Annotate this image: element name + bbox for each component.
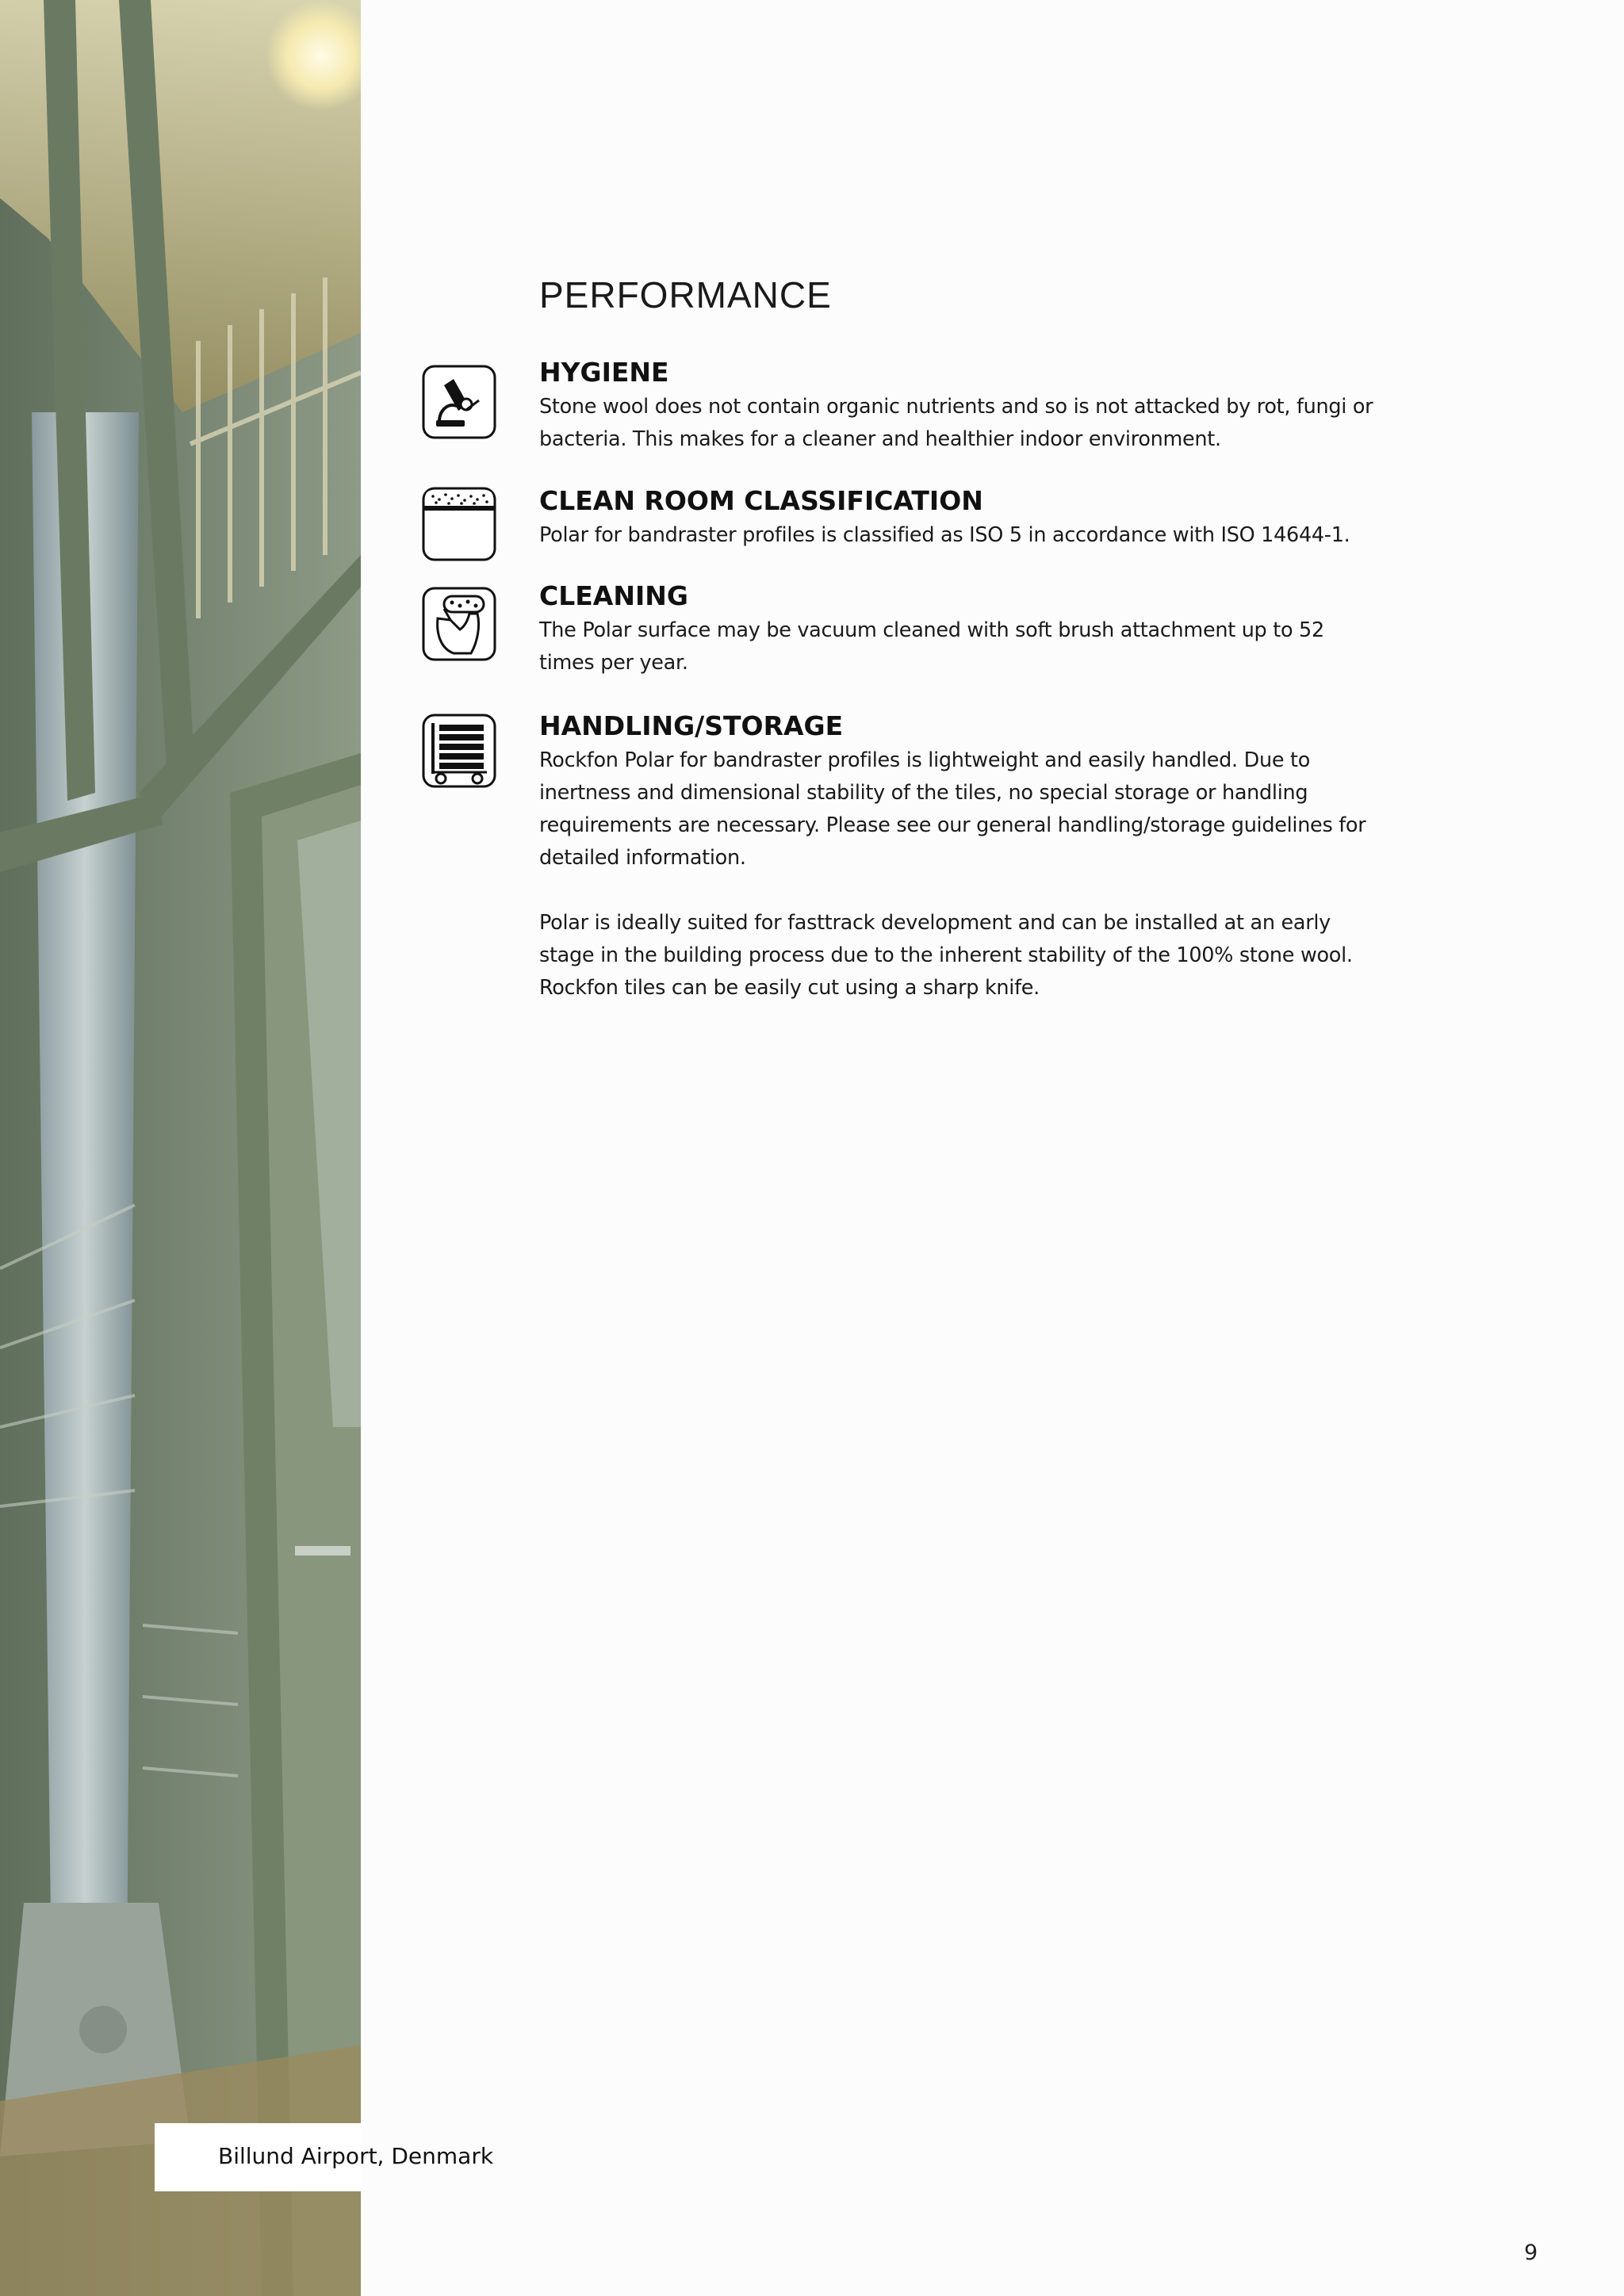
microscope-icon (422, 365, 496, 439)
sponge-hand-icon (422, 587, 496, 661)
section-body: Stone wool does not contain organic nutrients and so is not attacked by rot, fungi or bacteria. This makes for a cleaner and healthier indoor environment. (539, 395, 1373, 451)
section-body: The Polar surface may be vacuum cleaned with soft brush attachment up to 52 times per year. (539, 618, 1324, 675)
page-title: PERFORMANCE (539, 274, 832, 316)
section-heading: CLEANING (539, 580, 688, 611)
section-heading: HYGIENE (539, 357, 669, 388)
storage-cart-icon (422, 714, 496, 788)
section-body: Rockfon Polar for bandraster profiles is lightweight and easily handled. Due to inertness and dimensional stability of the tiles, no special storage or handling requirements are necessary. Please see our general handling/storage guidelines for detailed information. (539, 748, 1366, 870)
airport-photo (0, 0, 361, 2296)
photo-caption: Billund Airport, Denmark (218, 2143, 494, 2169)
clean-room-icon (422, 487, 496, 561)
section-hygiene (539, 354, 1380, 456)
section-heading: CLEAN ROOM CLASSIFICATION (539, 485, 983, 516)
section-cleaning (539, 578, 1380, 679)
page-number: 9 (1524, 2241, 1538, 2265)
section-body: Polar for bandraster profiles is classified as ISO 5 in accordance with ISO 14644-1. (539, 523, 1350, 547)
section-handling-storage (539, 708, 1380, 1004)
section-heading: HANDLING/STORAGE (539, 710, 844, 741)
main-content (539, 266, 1380, 324)
section-clean-room (539, 483, 1380, 552)
section-body: Polar is ideally suited for fasttrack development and can be installed at an early stage in the building process due to the inherent stability of the 100% stone wool. Rockfon tiles can be easily cut using a sharp knife. (539, 911, 1353, 1000)
